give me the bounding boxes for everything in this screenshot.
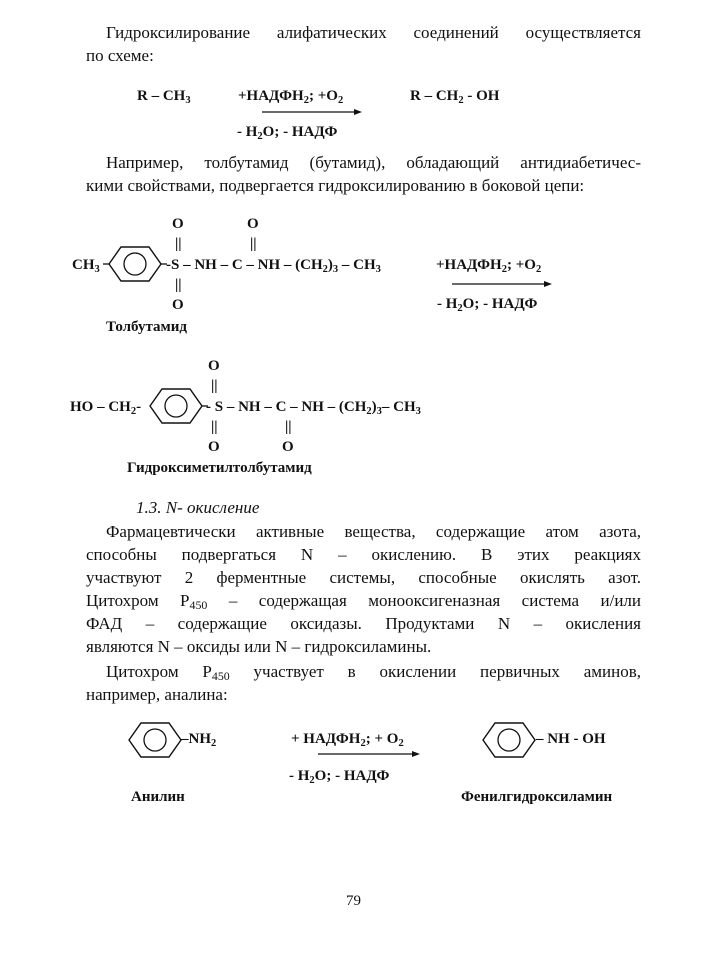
scheme2-reagents: $+НАДФН_2$; $+O_2$: [436, 257, 542, 275]
paragraph-n-oxidation: [86, 520, 641, 658]
benzene-ring-icon: [481, 720, 537, 760]
compound-name-tolbutamide: Толбутамид: [106, 319, 187, 335]
benzene-ring-icon: [127, 720, 183, 760]
double-bond: ||: [211, 419, 218, 435]
amino-group: $-NH_2$: [181, 731, 217, 749]
text-line: участвуют 2 ферментные системы, способные окислять азот.: [86, 568, 641, 587]
double-bond: ||: [250, 236, 257, 252]
double-bond: ||: [175, 236, 182, 252]
text-line: Цитохром $P_{450}$ участвует в окислении первичных аминов,: [106, 662, 641, 683]
paragraph-hydroxylation-intro: [86, 21, 641, 67]
text-line: Например, толбутамид (бутамид), обладающий антидиабетичес-: [106, 153, 641, 172]
scheme1-product: R – $CH_2$ - OH: [410, 88, 500, 106]
scheme1-byproducts: - $H_2O$; - НАДФ: [237, 124, 338, 142]
double-bond: ||: [285, 419, 292, 435]
compound-name-hydroxymethyltolbutamide: Гидроксиметилтолбутамид: [127, 460, 312, 476]
sulfonylurea-chain: -S – NH – C – NH – $(CH_2)_3 - CH_3$: [166, 257, 381, 275]
text-line: являются N – оксиды или N – гидроксиламины.: [86, 637, 432, 656]
carbonyl-oxygen: O: [247, 216, 259, 232]
hydroxylamine-group: – NH - OH: [536, 731, 606, 747]
double-bond: ||: [211, 378, 218, 394]
benzene-ring-icon: [103, 244, 167, 284]
scheme1-reaction-arrow: [262, 108, 362, 116]
double-bond: ||: [175, 277, 182, 293]
benzene-ring-icon: [148, 386, 208, 426]
text-line: например, аналина:: [86, 685, 228, 704]
text-line: Гидроксилирование алифатических соединений осуществляется: [106, 23, 641, 42]
scheme3-byproducts: - $H_2O$; - НАДФ: [289, 768, 390, 786]
scheme2-byproducts: - $H_2O$; - НАДФ: [437, 296, 538, 314]
page-number: 79: [346, 893, 361, 909]
scheme2-reaction-arrow: [452, 280, 552, 288]
scheme3-reaction-arrow: [318, 750, 420, 758]
sulfonyl-oxygen-top: O: [208, 358, 220, 374]
section-heading: 1.3. N- окисление: [136, 498, 260, 517]
text-line: Цитохром $P_{450}$ – содержащая монооксигеназная система и/или: [86, 591, 641, 612]
sulfonylurea-chain: - S – NH – C – NH – $(CH_2)_3-$ $CH_3$: [206, 399, 421, 417]
text-line: по схеме:: [86, 46, 154, 65]
text-line: ФАД – содержащие оксидазы. Продуктами N – окисления: [86, 614, 641, 633]
sulfonyl-oxygen-bottom: O: [208, 439, 220, 455]
text-line: кими свойствами, подвергается гидроксилированию в боковой цепи:: [86, 176, 585, 195]
text-line: способны подвергаться N – окислению. В этих реакциях: [86, 545, 641, 564]
hydroxymethyl-group: HO – $CH_2-$: [70, 399, 142, 417]
sulfonyl-oxygen-bottom: O: [172, 297, 184, 313]
carbonyl-oxygen: O: [282, 439, 294, 455]
paragraph-aniline-intro: [86, 660, 641, 706]
compound-name-phenylhydroxylamine: Фенилгидроксиламин: [461, 789, 613, 805]
scheme1-reagents: $+НАДФН_2$; $+O_2$: [238, 88, 344, 106]
methyl-group: $CH_3$: [72, 257, 100, 275]
text-line: Фармацевтически активные вещества, содержащие атом азота,: [106, 522, 641, 541]
sulfonyl-oxygen-top: O: [172, 216, 184, 232]
paragraph-tolbutamide-intro: [86, 151, 641, 197]
scheme3-reagents: + $НАДФН_2$; + $O_2$: [291, 731, 404, 749]
compound-name-aniline: Анилин: [131, 789, 185, 805]
scheme1-reactant: R – $CH_3$: [137, 88, 191, 106]
